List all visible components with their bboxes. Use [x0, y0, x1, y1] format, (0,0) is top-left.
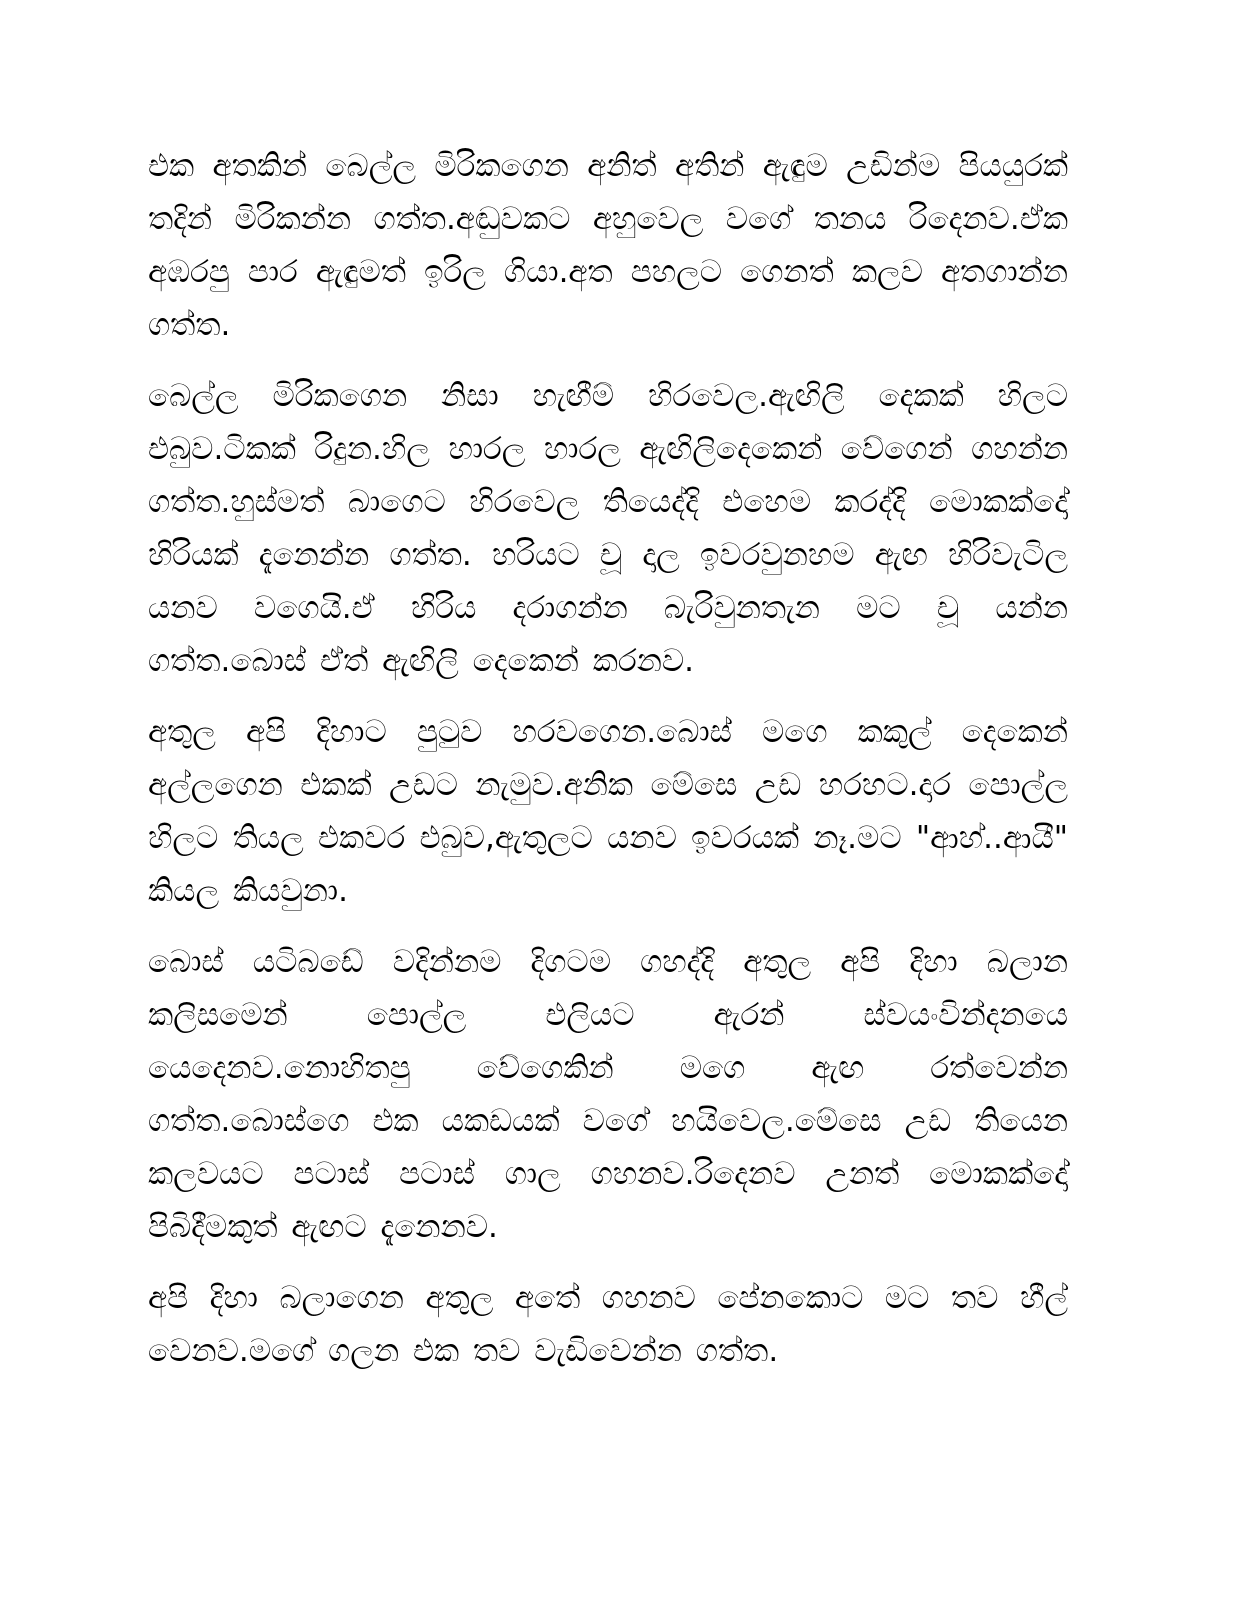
paragraph-1: එක අතකින් බෙල්ල මිරිකගෙන අනිත් අතින් ඇඳුම උඩින්ම පියයුරක් තදින් මිරිකන්න ගත්ත.අඬුවකට අහුවෙල වගේ තනය රිදෙනව.ඒක අඹරපු පාර ඇඳුමත් ඉරිල ගියා.අත පහලට ගෙනත් කලව අතගාන්න ගත්ත. — [148, 148, 1068, 343]
paragraph-4: බොස් යටිබඩේ වදින්නම දිගටම ගහද්දි අතුල අපි දිහා බලාන කලිසමෙන් පොල්ල එලියට ඇරන් ස්වයංවින්දනයෙ යෙදෙනව.නොහිතපු වේගෙකින් මගෙ ඇඟ රත්වෙන්න ගත්ත.බොස්ගෙ එක යකඩයක් වගේ හයිවෙල.මේසෙ උඩ තියෙන කලවයට පටාස් පටාස් ගාල ගහනව.රිදෙනව උනත් මොකක්දෝ පිබිදීමකුත් ඇඟට දැනෙනව. — [148, 944, 1068, 1245]
paragraph-3: අතුල අපි දිහාට පුටුව හරවගෙන.බොස් මගෙ කකුල් දෙකෙන් අල්ලගෙන එකක් උඩට නැමුව.අනික මේසෙ උඩ හරහට.දාර පොල්ල හිලට තියල එකවර එබුව,ඇතුලට යනව ඉවරයක් නෑ.මට "ආහ්..ආයී" කියල කියවුනා. — [148, 714, 1068, 909]
paragraph-5: අපි දිහා බලාගෙන අතුල අතේ ගහනව පේනකොට මට තව හීල් වෙනව.මගේ ගලන එක තව වැඩිවෙන්න ගත්ත. — [148, 1280, 1068, 1369]
paragraph-2: බෙල්ල මිරිකගෙන නිසා හැඟීම් හිරවෙල.ඇඟිලි දෙකක් හිලට එබුව.ටිකක් රිදුන.හිල හාරල හාරල ඇඟිලිදෙකෙන් වේගෙන් ගහන්න ගත්ත.හුස්මත් බාගෙට හිරවෙල තියෙද්දි එහෙම කරද්දි මොකක්දෝ හිරියක් දැනෙන්න ගත්ත. හරියට චූ දාල ඉවරවුනහම ඇඟ හිරිවැටිල යනව වගෙයි.ඒ හිරිය දරාගන්න බැරිවුනතැන මට චූ යන්න ගත්ත.බොස් ඒත් ඇඟිලි දෙකෙන් කරනව. — [148, 378, 1068, 679]
